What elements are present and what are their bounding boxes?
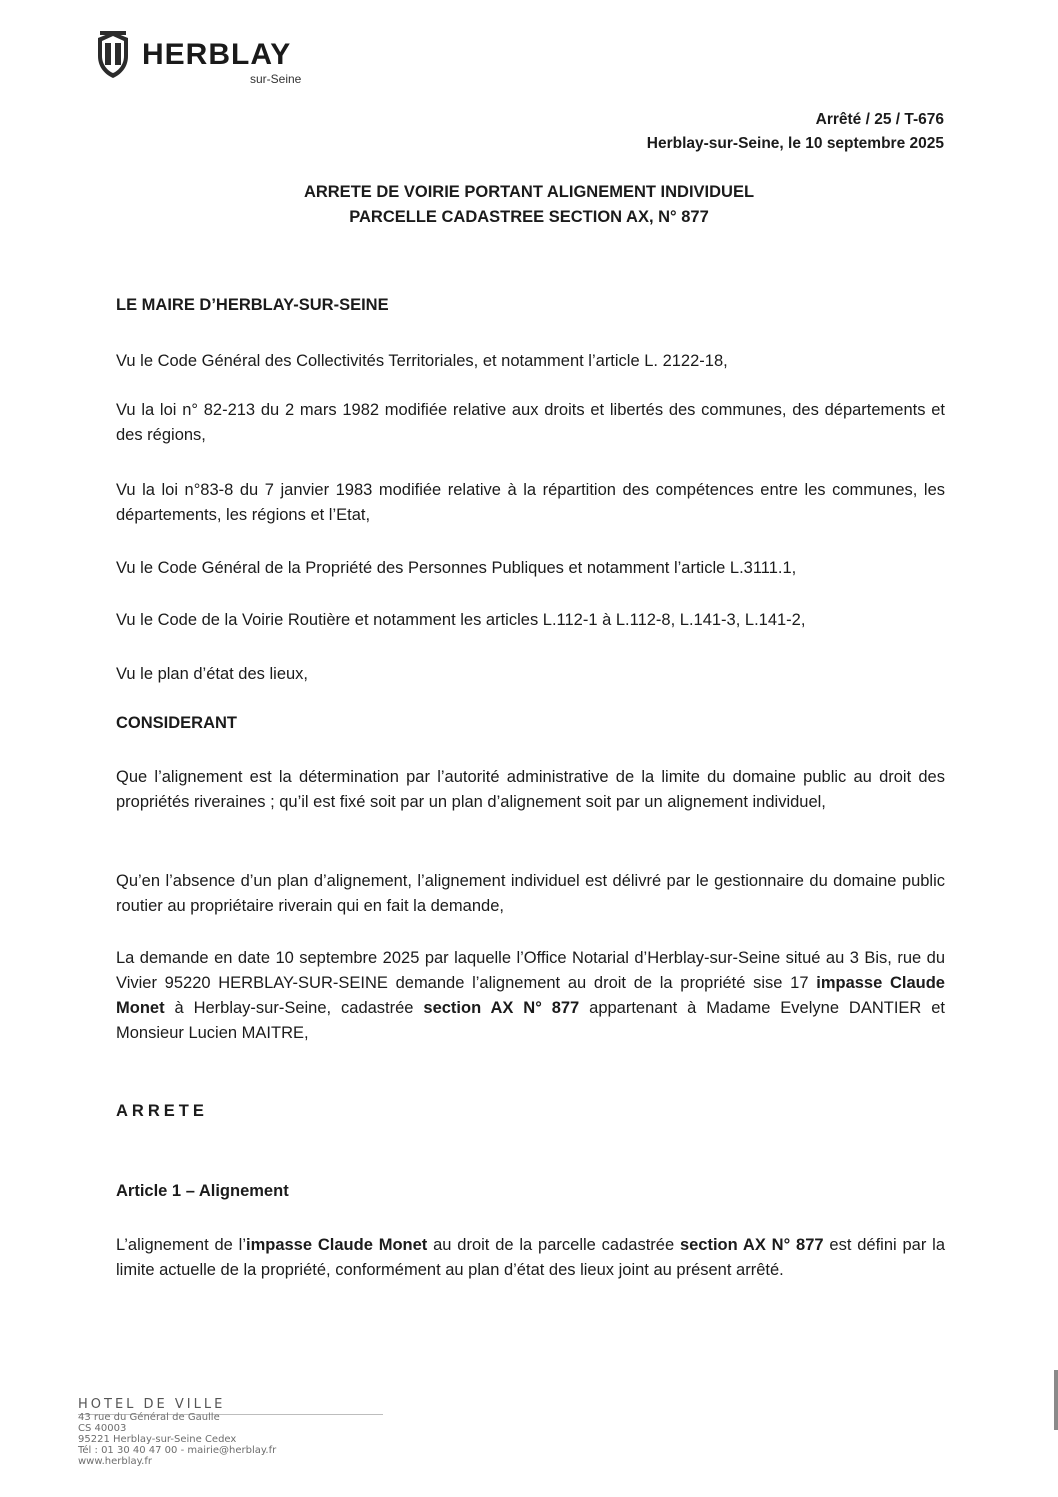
reference-block <box>647 108 944 156</box>
visa-paragraph: Vu le plan d’état des lieux, <box>116 665 309 683</box>
visa-paragraph: Vu le Code Général des Collectivités Territoriales, et notamment l’article L. 2122-18, <box>116 352 728 370</box>
demande-text: appartenant à Madame Evelyne DANTIER et Monsieur Lucien MAITRE, <box>116 999 945 1042</box>
city-logo <box>92 30 302 90</box>
demande-text: à Herblay-sur-Seine, cadastrée <box>164 999 424 1017</box>
visa-paragraph: Vu le Code de la Voirie Routière et notamment les articles L.112-1 à L.112-8, L.141-3, L.141-2, <box>116 611 806 629</box>
coat-of-arms-icon <box>92 30 134 80</box>
arrete-number: Arrêté / 25 / T-676 <box>815 111 944 128</box>
footer-address: 43 rue du Général de Gaulle <box>78 1412 220 1423</box>
article-1-text: L’alignement de l’ <box>116 1236 246 1254</box>
footer-city: 95221 Herblay-sur-Seine Cedex <box>78 1434 237 1445</box>
article-1-text: au droit de la parcelle cadastrée <box>427 1236 680 1254</box>
article-1-parcel: section AX N° 877 <box>679 1236 824 1254</box>
visa-paragraph: Vu la loi n°83-8 du 7 janvier 1983 modifiée relative à la répartition des compétences entre les communes, les départements, les régions et l’Etat, <box>116 481 945 524</box>
article-1-paragraph <box>116 1233 945 1283</box>
considerant-paragraph: Que l’alignement est la détermination par l’autorité administrative de la limite du domaine public au droit des propriétés riveraines ; qu’il est fixé soit par un plan d’alignement soit par un alignement individuel, <box>116 768 945 811</box>
scan-edge-mark <box>1054 1370 1058 1430</box>
article-1-text: est défini par la limite actuelle de la propriété, conformément au plan d’état des lieux joint au présent arrêté. <box>116 1236 946 1279</box>
considerant-heading: CONSIDERANT <box>116 714 238 732</box>
footer <box>78 1398 276 1467</box>
considerant-paragraph: Qu’en l’absence d’un plan d’alignement, l’alignement individuel est délivré par le gestionnaire du domaine public routier au propriétaire riverain qui en fait la demande, <box>116 872 945 915</box>
footer-website: www.herblay.fr <box>78 1456 152 1467</box>
demande-parcel: section AX N° 877 <box>423 999 580 1017</box>
title-line-2: PARCELLE CADASTREE SECTION AX, N° 877 <box>349 208 709 226</box>
demande-street: impasse Claude Monet <box>116 974 945 1017</box>
arrete-heading: ARRETE <box>116 1102 208 1120</box>
demande-text: La demande en date 10 septembre 2025 par laquelle l’Office Notarial d’Herblay-sur-Seine situé au 3 Bis, rue du Vivier 95220 HERBLAY-SUR-SEINE demande l’alignement au droit de la propriété sise 17 <box>116 949 945 992</box>
logo-name: HERBLAY <box>142 38 292 71</box>
demande-paragraph <box>116 946 945 1046</box>
footer-title: HOTEL DE VILLE <box>78 1397 226 1412</box>
place-date: Herblay-sur-Seine, le 10 septembre 2025 <box>646 135 944 152</box>
visa-paragraph: Vu le Code Général de la Propriété des Personnes Publiques et notamment l’article L.3111.1, <box>116 559 797 577</box>
title-line-1: ARRETE DE VOIRIE PORTANT ALIGNEMENT INDIVIDUEL <box>303 183 755 201</box>
article-1-street: impasse Claude Monet <box>246 1236 428 1254</box>
footer-contact: Tél : 01 30 40 47 00 - mairie@herblay.fr <box>78 1445 277 1456</box>
visa-paragraph: Vu la loi n° 82-213 du 2 mars 1982 modifiée relative aux droits et libertés des communes, des départements et des régions, <box>116 401 945 444</box>
footer-cs: CS 40003 <box>78 1423 127 1434</box>
article-1-heading: Article 1 – Alignement <box>116 1182 289 1200</box>
document-title <box>0 180 1058 230</box>
logo-subtitle: sur-Seine <box>250 72 302 86</box>
mayor-heading: LE MAIRE D’HERBLAY-SUR-SEINE <box>116 296 389 314</box>
